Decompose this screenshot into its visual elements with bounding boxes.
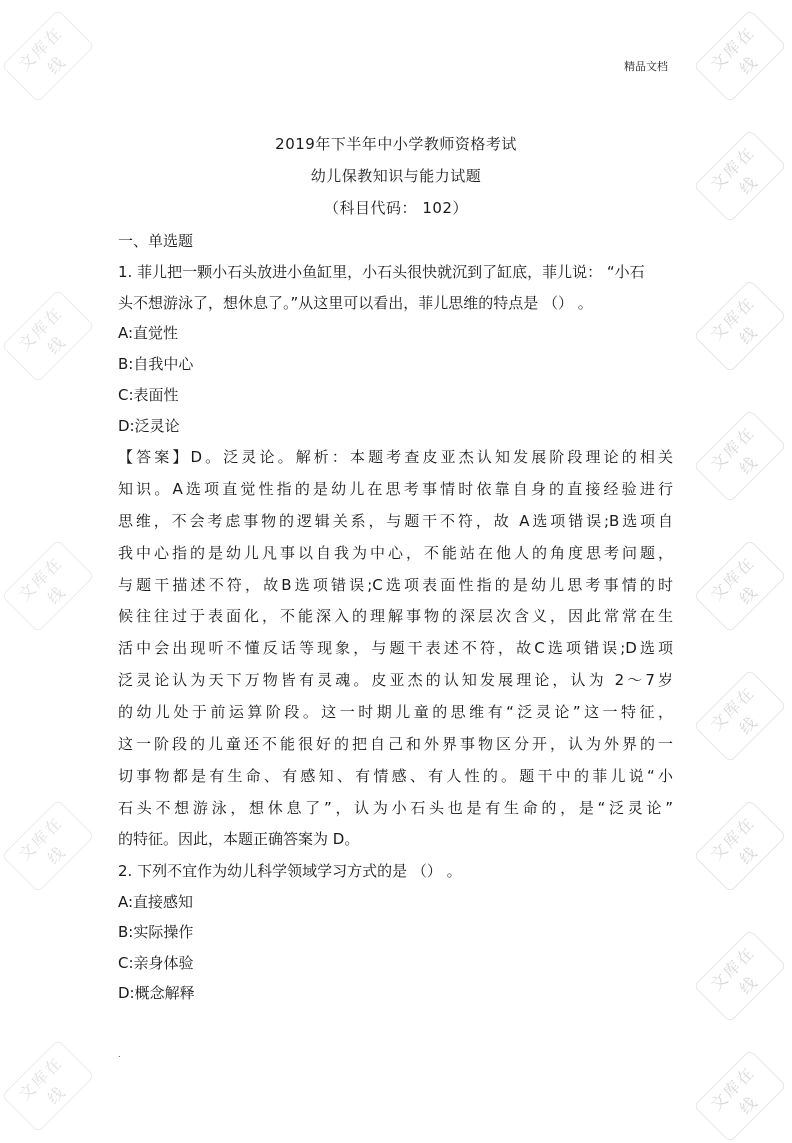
answer-line: 与题干描述不符，故B选项错误;C选项表面性指的是幼儿思考事情的时 <box>118 576 673 594</box>
answer-line: 【答案】D。泛灵论。解析：本题考查皮亚杰认知发展阶段理论的相关 <box>118 448 673 466</box>
answer-line: 我中心指的是幼儿凡事以自我为中心，不能站在他人的角度思考问题， <box>118 544 673 562</box>
watermark: 文库在线 <box>1 539 94 632</box>
section-title: 一、单选题 <box>118 232 194 250</box>
watermark: 文库在线 <box>1 9 94 102</box>
header-tag: 精品文档 <box>624 60 668 73</box>
watermark: 文库在线 <box>693 409 786 502</box>
watermark: 文库在线 <box>1 799 94 892</box>
exam-subtitle: 幼儿保教知识与能力试题 <box>310 167 482 185</box>
watermark: 文库在线 <box>693 279 786 372</box>
option-d: D:泛灵论 <box>118 417 180 435</box>
watermark: 文库在线 <box>693 929 786 1022</box>
answer-line: 泛灵论认为天下万物皆有灵魂。皮亚杰的认知发展理论，认为 2～7岁 <box>118 671 673 689</box>
watermark: 文库在线 <box>693 1049 786 1142</box>
watermark: 文库在线 <box>1 1039 94 1132</box>
watermark: 文库在线 <box>693 799 786 892</box>
answer-line: 这一阶段的儿童还不能很好的把自己和外界事物区分开，认为外界的一 <box>118 735 673 753</box>
watermark: 文库在线 <box>1 289 94 382</box>
option-c: C:表面性 <box>118 386 179 404</box>
option-b: B:实际操作 <box>118 923 194 941</box>
option-a: A:直接感知 <box>118 893 194 911</box>
exam-title: 2019年下半年中小学教师资格考试 <box>275 135 517 153</box>
answer-line: 石头不想游泳，想休息了”，认为小石头也是有生命的，是“泛灵论” <box>118 799 673 817</box>
answer-line: 活中会出现听不懂反话等现象，与题干表述不符，故C选项错误;D选项 <box>118 639 673 657</box>
option-a: A:直觉性 <box>118 324 179 342</box>
watermark: 文库在线 <box>693 539 786 632</box>
option-b: B:自我中心 <box>118 355 194 373</box>
answer-line: 知识。A选项直觉性指的是幼儿在思考事情时依靠自身的直接经验进行 <box>118 480 673 498</box>
question-1-text: 1. 菲儿把一颗小石头放进小鱼缸里，小石头很快就沉到了缸底，菲儿说： “小石 <box>118 263 645 281</box>
question-2-text: 2. 下列不宜作为幼儿科学领域学习方式的是 （） 。 <box>118 862 462 880</box>
answer-line: 候往往过于表面化，不能深入的理解事物的深层次含义，因此常常在生 <box>118 607 673 625</box>
question-1-text: 头不想游泳了，想休息了。”从这里可以看出，菲儿思维的特点是 （） 。 <box>118 294 593 312</box>
watermark: 文库在线 <box>693 129 786 222</box>
answer-line: 切事物都是有生命、有感知、有情感、有人性的。题干中的菲儿说“小 <box>118 767 673 785</box>
watermark: 文库在线 <box>693 9 786 102</box>
answer-line: 的幼儿处于前运算阶段。这一时期儿童的思维有“泛灵论”这一特征， <box>118 703 673 721</box>
option-d: D:概念解释 <box>118 984 195 1002</box>
subject-code: （科目代码： 102） <box>324 199 468 217</box>
page-dot: . <box>118 1050 121 1059</box>
option-c: C:亲身体验 <box>118 954 194 972</box>
watermark: 文库在线 <box>693 669 786 762</box>
answer-line: 思维，不会考虑事物的逻辑关系，与题干不符，故 A选项错误;B选项自 <box>118 512 673 530</box>
answer-line: 的特征。因此，本题正确答案为 D。 <box>118 830 360 848</box>
